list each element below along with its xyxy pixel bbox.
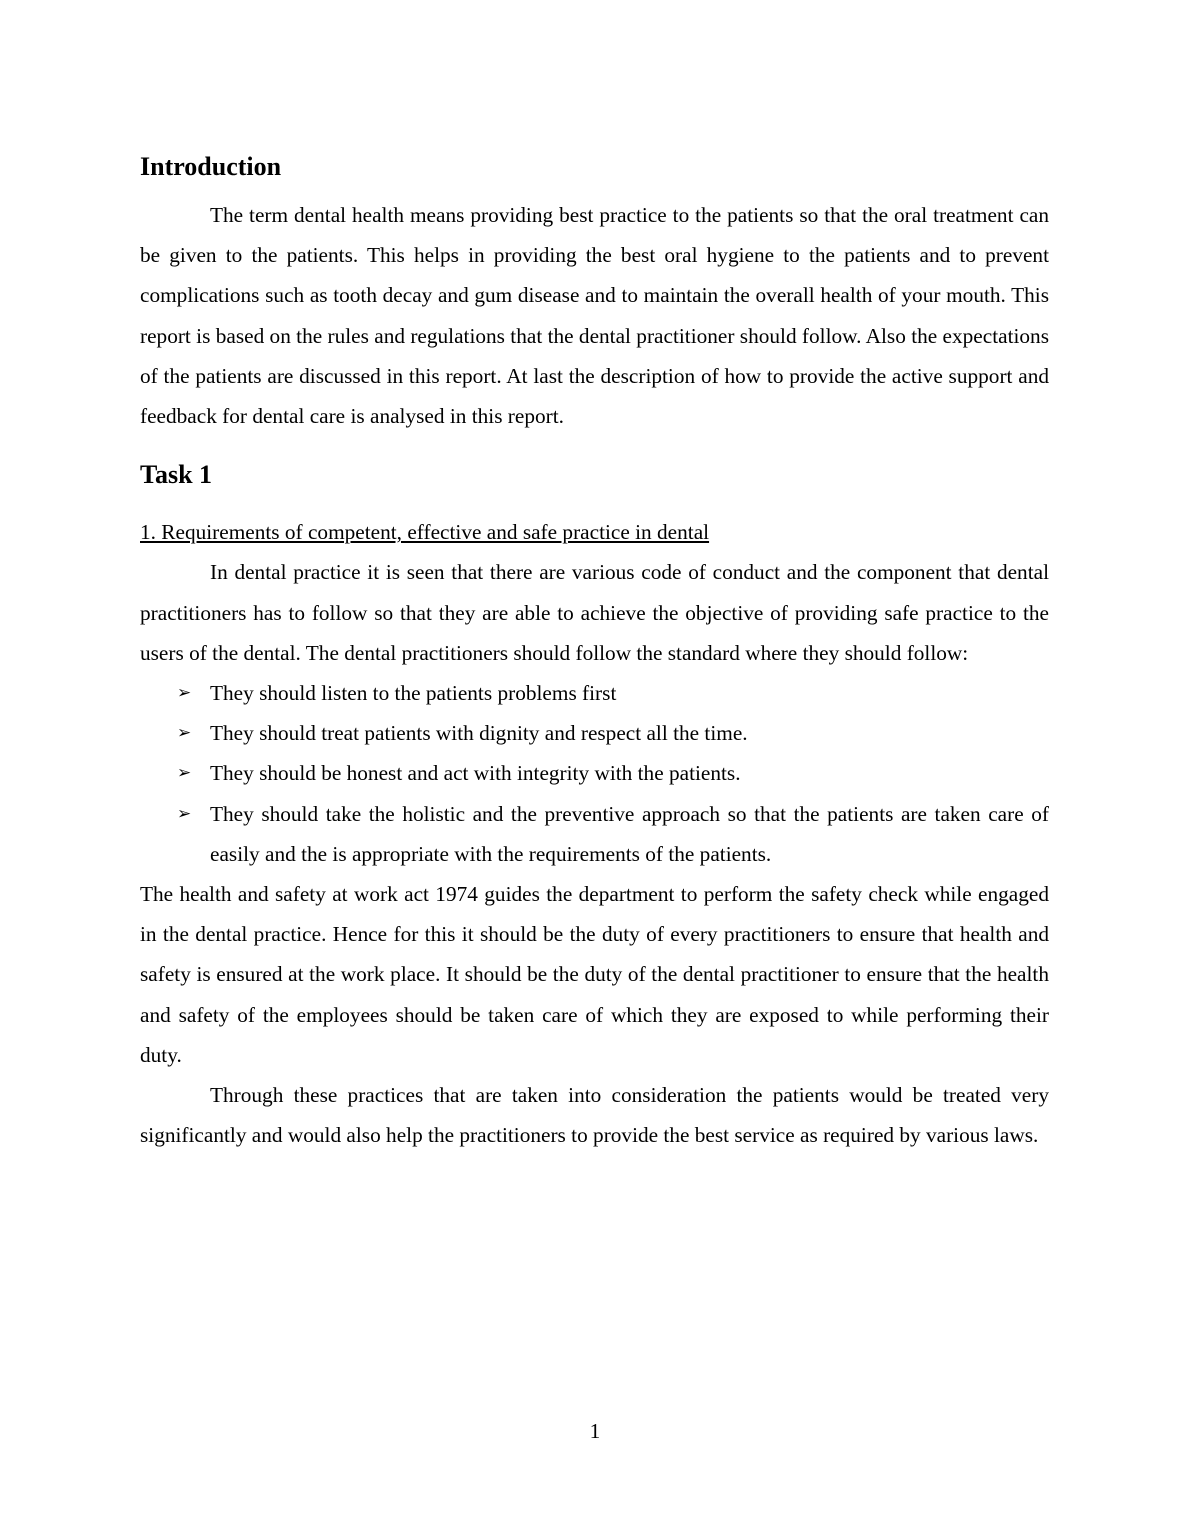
task1-paragraph-1: In dental practice it is seen that there are various code of conduct and the component that dental practitioners has to follow so that they are able to achieve the objective of providing safe practice to the users of the dental. The dental practitioners should follow the standard where they should follow: (140, 560, 1049, 665)
introduction-paragraph: The term dental health means providing best practice to the patients so that the oral treatment can be given to the patients. This helps in providing the best oral hygiene to the patients and to prevent complications such as tooth decay and gum disease and to maintain the overall health of your mouth. This report is based on the rules and regulations that the dental practitioner should follow. Also the expectations of the patients are discussed in this report. At last the description of how to provide the active support and feedback for dental care is analysed in this report. (140, 203, 1049, 429)
requirements-list (140, 673, 1049, 874)
arrow-bullet-icon: ➢ (177, 763, 192, 784)
page-number: 1 (589, 1419, 601, 1443)
introduction-heading: Introduction (140, 152, 282, 181)
task1-paragraph-3: Through these practices that are taken into consideration the patients would be treated very significantly and would also help the practitioners to provide the best service as required by various laws. (140, 1083, 1049, 1148)
arrow-bullet-icon: ➢ (177, 723, 192, 744)
list-item (140, 673, 1049, 713)
task1-heading: Task 1 (140, 460, 213, 490)
list-item-text: They should listen to the patients problems first (210, 681, 617, 706)
list-item-text: They should take the holistic and the preventive approach so that the patients are taken care of easily and the is appropriate with the requirements of the patients. (210, 801, 1049, 866)
list-item (140, 794, 1049, 874)
arrow-bullet-icon: ➢ (177, 683, 192, 704)
list-item-text: They should treat patients with dignity and respect all the time. (210, 721, 748, 746)
arrow-bullet-icon: ➢ (177, 803, 192, 824)
list-item (140, 713, 1049, 753)
list-item-text: They should be honest and act with integrity with the patients. (210, 761, 741, 786)
task1-paragraph-2: The health and safety at work act 1974 guides the department to perform the safety check while engaged in the dental practice. Hence for this it should be the duty of every practitioners to ensure that health and safety is ensured at the work place. It should be the duty of the dental practitioner to ensure that the health and safety of the employees should be taken care of which they are exposed to while performing their duty. (140, 882, 1049, 1067)
list-item (140, 753, 1049, 793)
task1-subheading: 1. Requirements of competent, effective and safe practice in dental (140, 520, 710, 545)
document-page (140, 150, 1049, 1155)
